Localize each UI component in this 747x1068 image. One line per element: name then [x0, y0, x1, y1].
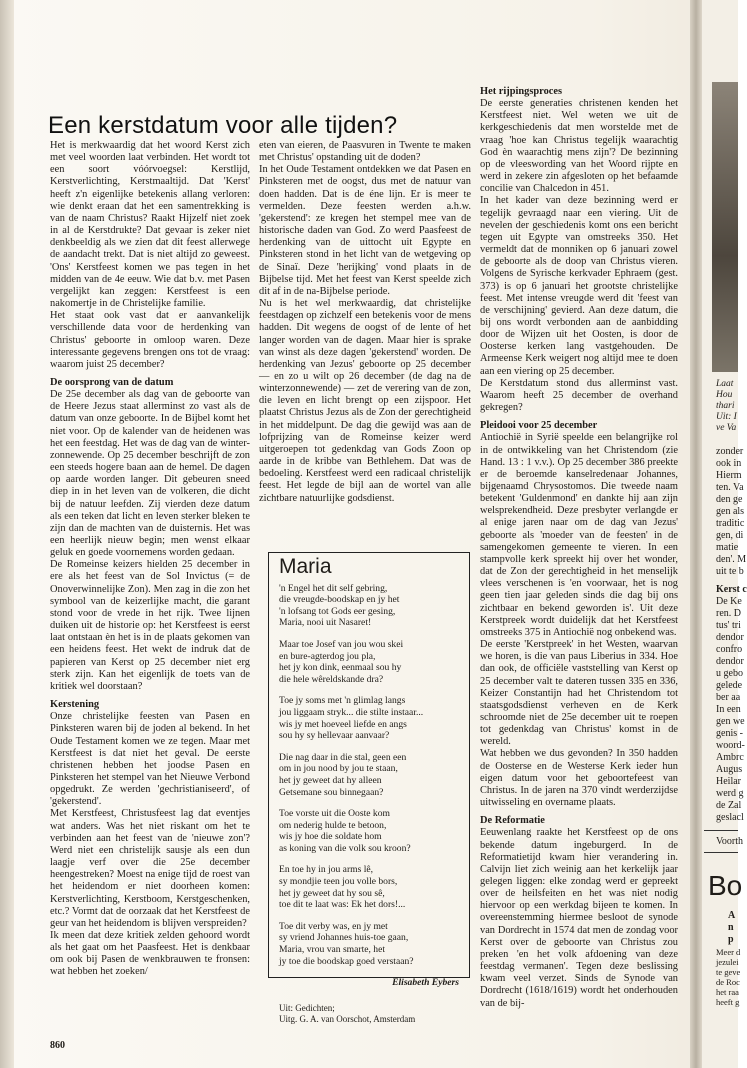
photo-caption-line: Hou — [716, 390, 733, 400]
poem-stanza: Die nag daar in die stal, geen een om in jou nood by jou te staan, het jy geweet dat hy alleen Getsemane sou binnegaan? — [279, 751, 407, 798]
facing-text-line: tus' tri — [716, 620, 741, 631]
paragraph: Antiochië in Syrië speelde een belangrijke rol in de ontwikkeling van het Christendom (zie Hand. 13 : 1 v.v.). Op 25 december 386 preekte er de beroemde kanselredenaar Johannes, bijgenaamd Chrysostomos. Die tweede naam betekent 'Guldenmond' en dankte hij aan zijn welsprekendheid. Deze presbyter verlangde er al enige jaren naar om de dag van Jezus' geboorte als 'moeder van de feesten' in de samengekomen gemeente te vieren. In een stampvolle kerk spreekt hij over het wonder, dat de Zon der gerechtigheid in het menselijk vlees verschenen is 'en voorwaar, het is nog geen tien jaar geleden sinds die dag bij ons zichtbaar en bekend geworden is'. Uit deze Kerstpreek wordt duidelijk dat het Kerstfeest omstreeks 375 in Antiochië nog onbekend was. — [480, 432, 678, 638]
poem-title: Maria — [279, 555, 332, 578]
facing-text-line: heeft g — [716, 997, 740, 1007]
column-2 — [259, 140, 471, 505]
section-heading: De Reformatie — [480, 815, 545, 827]
paragraph: Met Kerstfeest, Christusfeest lag dat eventjes wat anders. Was het niet riskant om het te verbinden aan het feest van de 'nieuwe zon'? Werd niet een christelijk sausje als een dun laagje verf over die 25e december heengestreken? Moest na enige tijd de roest van het heidendom er niet doorheen komen: Kerstverlichting, Kerstboom, Kerstgeschenken, etc.? Vormt dat de oorzaak dat het Kerstfeest de geur van het heidendom is blijven verspreiden? — [50, 808, 250, 929]
facing-text-line: geslacl — [716, 812, 744, 823]
facing-text-line: woord- — [716, 740, 745, 751]
poem-source-line: Uitg. G. A. van Oorschot, Amsterdam — [279, 1013, 416, 1024]
paragraph: Het is merkwaardig dat het woord Kerst zich met veel woorden laat verbinden. Het wordt tot een soort vóórvoegsel: Kerstlijd, Kerstverlichting, Kerstmaaltijd. Dat 'Kerst' heeft z'n eigenlijke betekenis allang verloren: wie denkt eraan dat het een samentrekking is van de naam Christus? Raakt Hijzelf niet zoek in al de Kerstdrukte? Dat gevaar is zeker niet denkbeeldig als we zien dat dit feest allerwege de aandacht trekt. Dat is niet altijd zo geweest. 'Ons' Kerstfeest komen we pas tegen in het midden van de 4e eeuw. Wie dat b.v. met Pasen vergelijkt kan zeggen: Kerstfeest is een nakomertje in de Christelijke familie. — [50, 140, 250, 310]
facing-divider — [704, 852, 738, 853]
binding-edge — [0, 0, 14, 1068]
poem-stanza: Toe jy soms met 'n glimlag langs jou liggaam stryk... die stilte instaar... wis jy met hoeveel liefde en angs sou hy sy hellevaar aanvaar? — [279, 695, 424, 742]
facing-text-line: de Roc — [716, 977, 740, 987]
paragraph: Onze christelijke feesten van Pasen en Pinksteren waren bij de joden al bekend. In het Oude Testament komen we ze tegen. Maar met Kerstfeest is dat niet het geval. De eerste christenen hebben het joodse Pasen en Pinksteren het stempel van het Nieuwe Verbond opgedrukt. Ze werden 'gechristianiseerd', of 'gekerstend'. — [50, 711, 250, 808]
paragraph: Wat hebben we dus gevonden? In 350 hadden de Oosterse en de Westerse Kerk ieder hun eigen datum voor het geboortefeest van Christus. In de jaren na 370 vindt werderzijdse uitwisseling en overname plaats. — [480, 748, 678, 809]
facing-text-line: traditic — [716, 518, 745, 529]
facing-text-line: De Ke — [716, 596, 742, 607]
facing-text-line: werd g — [716, 788, 744, 799]
facing-text-line: het raa — [716, 987, 739, 997]
facing-text-line: Hierm — [716, 470, 742, 481]
facing-text-line: den ge — [716, 494, 743, 505]
paragraph: eten van eieren, de Paasvuren in Twente te maken met Christus' opstanding uit de doden? — [259, 140, 471, 164]
facing-divider — [704, 830, 738, 831]
facing-heading: Kerst c — [716, 584, 747, 595]
poem-stanza: Toe vorste uit die Ooste kom om nederig hulde te betoon, wis jy hoe die soldate hom as koning van die volk sou kroon? — [279, 808, 411, 854]
paragraph: In het kader van deze bezinning werd er tegelijk gevraagd naar een viering. Uit de nevelen der geschiedenis komt ons een bericht tegen uit Egypte van omstreeks 350. Het vermeldt dat de monniken op 6 januari zowel de geboorte als de doop van Christus vieren. Volgens de Syrische kerkvader Ephraem (gest. 373) is op 6 januari het grootste christelijke feest. Met intense vreugde werd dit 'feest van de verschijning' gevierd. Aan deze datum, die bij ons wordt verbonden aan de aanbidding door de Wijzen uit het Oosten, is door de Oosterse kerken lang vastgehouden. De Armeense Kerk weigert nog altijd mee te doen aan een viering op 25 december. — [480, 195, 678, 377]
facing-text-line: ber aa — [716, 692, 741, 703]
page-number: 860 — [50, 1040, 65, 1051]
facing-text-line: ren. D — [716, 608, 741, 619]
poem-stanza: 'n Engel het dit self gebring, die vreugde-boodskap en jy het 'n lofsang tot Gods eer gesing, Maria, nooi uit Nasaret! — [279, 582, 400, 629]
facing-headline: Bo — [708, 870, 743, 901]
facing-text-line: Augus — [716, 764, 743, 775]
facing-text-line: confro — [716, 644, 743, 655]
facing-text-line: A — [728, 910, 736, 921]
facing-text-line: Heilar — [716, 776, 741, 787]
section-heading: Pleidooi voor 25 december — [480, 420, 598, 432]
facing-footer-line: Voorth — [716, 836, 744, 847]
facing-text-line: u gebo — [716, 668, 743, 679]
paragraph: Nu is het wel merkwaardig, dat christelijke feestdagen op zichzelf een betekenis voor de mens hadden. Dit wegens de oogst of de lente of het langer worden van de dagen. Maar hier is sprake van winst als deze dagen 'gekerstend' worden. De herdenking van Jezus' geboorte op 25 december — en zo u wilt op 26 december (de dag na de winterzonnewende) — zet de verering van de zon, die leven en licht brengt op een zijspoor. Het plaatst Christus Jezus als de Zon der gerechtigheid in het middelpunt. De dag die gewijd was aan de lofprijzing van de Romeinse keizer werd uitgeroepen tot gedenkdag van Gods Zoon op aarde in de kribbe van Bethlehem. Dat was de bedoeling. Kerstfeest werd een radicaal christelijk feest. Het legde de bijl aan de wortel van alle zichtbare natuurlijke godsdienst. — [259, 298, 471, 504]
facing-text-line: p — [728, 934, 734, 945]
section-heading: Het rijpingsproces — [480, 86, 563, 97]
facing-text-line: In een — [716, 704, 741, 715]
photo-caption-line: Laat — [716, 379, 734, 389]
paragraph: Eeuwenlang raakte het Kerstfeest op de ons bekende datum ingeburgerd. In de Reformatietijd kwam hier verandering in. Calvijn liet zich weinig aan het kerkelijk jaar gelegen liggen: elke zondag werd er gepreekt over de heilsfeiten en het was niet nodig hiervoor op een werkdag bijeen te komen. In overeenstemming hiermee besloot de synode van Dordrecht in 1574 dat men de zondag voor Kerst over de geboorte van Christus zou preken 'en het volk afdoening van deze feestdag vermanen'. Tegen deze beslissing kwam veel verzet. Sinds de Synode van Dordrecht (1618/1619) wordt het onderhouden van de bij- — [480, 827, 678, 1009]
facing-text-line: Meer d — [716, 947, 741, 957]
photo-caption-line: Uit: I — [716, 412, 737, 422]
facing-text-line: ook in — [716, 458, 742, 469]
facing-text-line: uit te b — [716, 566, 744, 577]
facing-text-line: gen als — [716, 506, 745, 517]
page-gutter — [690, 0, 702, 1068]
poem-stanza: Maar toe Josef van jou wou skei en bure-agterdog jou pla, het jy kon dink, eenmaal sou hy die hele wêreldskande dra? — [279, 638, 404, 685]
paragraph: De eerste 'Kerstpreek' in het Westen, waarvan we horen, is die van paus Liberius in 334. Hoe dan ook, de officiële vaststelling van Kerst op 25 december valt te dateren tussen 335 en 336, Keizer Constantijn had het Christendom tot staatsgodsdienst verheven en de Kerk schroomde niet de 25e december uit te roepen tot gedenkdag van Christus' komst in de wereld. — [480, 639, 678, 748]
poem-stanza: Toe dit verby was, en jy met sy vriend Johannes huis-toe gaan, Maria, vrou van smarte, het jy toe die boodskap goed verstaan? — [279, 920, 414, 967]
facing-text-line: Ambrc — [716, 752, 744, 763]
facing-text-line: dendor — [716, 632, 744, 643]
poem-source — [279, 1003, 459, 1025]
paragraph: In het Oude Testament ontdekken we dat Pasen en Pinksteren met de oogst, dus met de natuur van doen hadden. Dat is de éne lijn. Er is meer te vermelden. Deze feesten werden a.h.w. 'gekerstend': ze kregen het stempel mee van de historische daden van God. Zo werd Paasfeest de herdenking van de uittocht uit Egypte en Pinksteren stond in het licht van de wetgeving op de Sinaï. Deze 'herijking' vond plaats in de Bijbelse tijd. Met het feest van Kerst speelde zich dit af in de na-Bijbelse periode. — [259, 164, 471, 297]
facing-page-photo — [712, 82, 738, 372]
photo-caption-line: ve Va — [716, 423, 737, 433]
facing-text-line: zonder — [716, 446, 744, 457]
photo-caption-line: thari — [716, 401, 735, 411]
facing-text-line: matie — [716, 542, 739, 553]
poem-stanza: En toe hy in jou arms lê, sy mondjie teen jou volle bors, het jy geweet dat hy sou sê, toe dit te laat was: Ek het dors!... — [279, 864, 406, 911]
poem-source-line: Uit: Gedichten; — [279, 1002, 335, 1013]
facing-text-line: gelede — [716, 680, 743, 691]
section-heading: De oorsprong van de datum — [50, 376, 174, 388]
column-3 — [480, 86, 678, 1010]
poem-box — [268, 552, 470, 1024]
facing-text-line: de Zal — [716, 800, 742, 811]
facing-text-line: gen we — [716, 716, 745, 727]
facing-text-line: dendor — [716, 656, 744, 667]
poem-author: Elisabeth Eybers — [392, 977, 459, 989]
paragraph: De Kerstdatum stond dus allerminst vast. Waarom heeft 25 december de overhand gekregen? — [480, 377, 678, 414]
paragraph: De Romeinse keizers hielden 25 december in ere als het feest van de Sol Invictus (= de Onoverwinnelijke Zon). Men zag in die zon het symbool van de keizerlijke macht, die garant stond voor de vrede in het rijk. Twee lijnen duiken uit de historie op: het Kerstfeest is eerst laat ontstaan èn het is in de plaats gekomen van een heidens feest. Het wekt de indruk dat de papieren van Kerst op 25 december niet erg sterk zijn. Kan het eigenlijk de toets van de kritiek wel doorstaan? — [50, 559, 250, 692]
facing-text-line: genis - — [716, 728, 743, 739]
facing-text-line: n — [728, 922, 734, 933]
paragraph: Ik meen dat deze kritiek zelden gehoord wordt als het gaat om het Paasfeest. Het is denkbaar om ook bij Pasen de wenkbrauwen te fronsen: wat hebben het zoeken/ — [50, 930, 250, 978]
paragraph: De eerste generaties christenen kenden het Kerstfeest niet. Wel weten we uit de kerkgeschiedenis dat men worstelde met de vraag 'hoe kan Christus tegelijk waarachtig God èn waarachtig mens zijn'? De bezinning op de vleeswording van het Woord rijpte en werd in zekere zin afgesloten op het befaamde concilie van Chalcedon in 451. — [480, 98, 678, 195]
facing-text-line: ten. Va — [716, 482, 744, 493]
facing-text-line: te geve — [716, 967, 741, 977]
paragraph: Het staat ook vast dat er aanvankelijk verschillende data voor de herdenking van Christus' geboorte in omloop waren. Deze interessante gegevens brengen ons tot de vraag: waarom juist 25 december? — [50, 310, 250, 370]
facing-text-line: jezulei — [716, 957, 739, 967]
facing-text-line: gen, di — [716, 530, 744, 541]
article-title: Een kerstdatum voor alle tijden? — [48, 112, 398, 139]
section-heading: Kerstening — [50, 699, 100, 711]
facing-text-line: den'. M — [716, 554, 747, 565]
paragraph: De 25e december als dag van de geboorte van de Heere Jezus staat allerminst zo vast als de datum van onze geboorte. In de Bijbel komt het niet voor. Op de kalender van de heidenen was het een feestdag. Het was de dag van de winter-zonnewende. Op 25 december beschrijft de zon een steeds hogere baan aan de hemel. De dagen op aarde worden langer. Dit gebeuren sneed diep in in het leven van de volkeren, die dicht bij de natuur leefden. Zij vierden deze datum als een teken dat licht en leven sterker bleken te zijn dan de machten van de duisternis. Het was een heerlijk nieuw begin; men wenst elkaar geluk en goede voornemens worden gedaan. — [50, 389, 250, 559]
column-1 — [50, 140, 250, 979]
